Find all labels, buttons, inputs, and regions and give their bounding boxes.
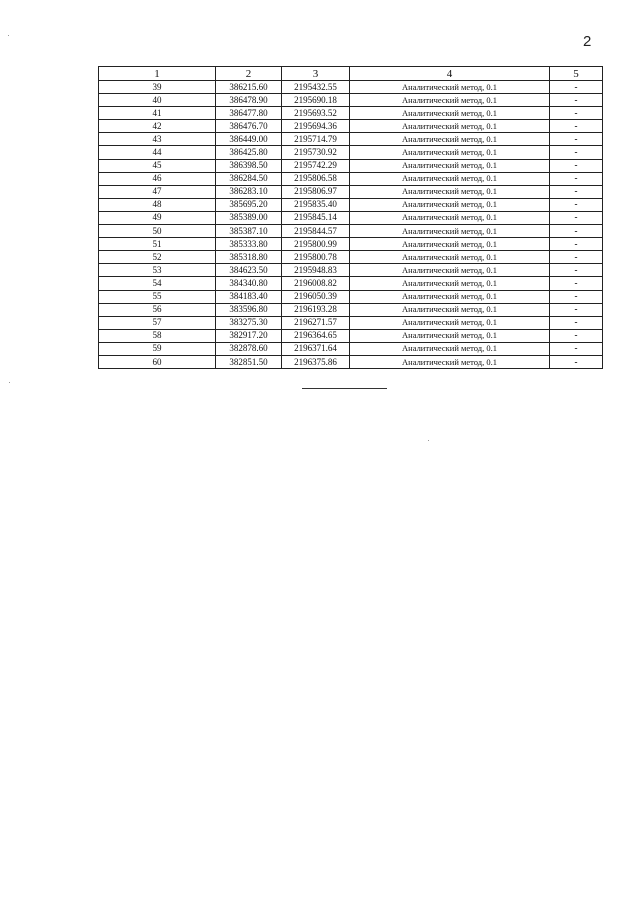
table-row [99, 238, 603, 251]
table-row [99, 290, 603, 303]
table-row [99, 159, 603, 172]
table-row [99, 94, 603, 107]
y-coordinate-cell: 2195432.55 [282, 81, 350, 94]
note-cell: - [550, 159, 603, 172]
y-coordinate-cell: 2195806.97 [282, 185, 350, 198]
y-coordinate-cell: 2196050.39 [282, 290, 350, 303]
x-coordinate-cell: 382851.50 [216, 355, 282, 368]
scan-speck [428, 440, 429, 441]
page-number: 2 [583, 33, 592, 50]
scan-speck [9, 382, 10, 383]
x-coordinate-cell: 385695.20 [216, 198, 282, 211]
method-cell: Аналитический метод, 0.1 [350, 238, 550, 251]
method-cell: Аналитический метод, 0.1 [350, 81, 550, 94]
method-cell: Аналитический метод, 0.1 [350, 198, 550, 211]
point-number-cell: 54 [99, 277, 216, 290]
x-coordinate-cell: 385333.80 [216, 238, 282, 251]
y-coordinate-cell: 2196008.82 [282, 277, 350, 290]
y-coordinate-cell: 2195835.40 [282, 198, 350, 211]
column-header-1: 1 [99, 67, 216, 81]
point-number-cell: 46 [99, 172, 216, 185]
note-cell: - [550, 81, 603, 94]
table-body [99, 81, 603, 369]
y-coordinate-cell: 2195845.14 [282, 211, 350, 224]
x-coordinate-cell: 385318.80 [216, 251, 282, 264]
note-cell: - [550, 329, 603, 342]
x-coordinate-cell: 382917.20 [216, 329, 282, 342]
note-cell: - [550, 146, 603, 159]
column-header-3: 3 [282, 67, 350, 81]
table-row [99, 264, 603, 277]
point-number-cell: 40 [99, 94, 216, 107]
point-number-cell: 45 [99, 159, 216, 172]
table-row [99, 198, 603, 211]
note-cell: - [550, 238, 603, 251]
note-cell: - [550, 107, 603, 120]
method-cell: Аналитический метод, 0.1 [350, 211, 550, 224]
y-coordinate-cell: 2195694.36 [282, 120, 350, 133]
x-coordinate-cell: 386398.50 [216, 159, 282, 172]
method-cell: Аналитический метод, 0.1 [350, 329, 550, 342]
note-cell: - [550, 94, 603, 107]
method-cell: Аналитический метод, 0.1 [350, 355, 550, 368]
table-row [99, 329, 603, 342]
note-cell: - [550, 303, 603, 316]
y-coordinate-cell: 2195730.92 [282, 146, 350, 159]
y-coordinate-cell: 2195800.99 [282, 238, 350, 251]
x-coordinate-cell: 383275.30 [216, 316, 282, 329]
y-coordinate-cell: 2195714.79 [282, 133, 350, 146]
x-coordinate-cell: 386283.10 [216, 185, 282, 198]
x-coordinate-cell: 384340.80 [216, 277, 282, 290]
y-coordinate-cell: 2195844.57 [282, 225, 350, 238]
method-cell: Аналитический метод, 0.1 [350, 172, 550, 185]
column-header-5: 5 [550, 67, 603, 81]
point-number-cell: 44 [99, 146, 216, 159]
column-header-4: 4 [350, 67, 550, 81]
table-row [99, 355, 603, 368]
table-row [99, 133, 603, 146]
y-coordinate-cell: 2195948.83 [282, 264, 350, 277]
x-coordinate-cell: 386478.90 [216, 94, 282, 107]
x-coordinate-cell: 383596.80 [216, 303, 282, 316]
end-of-document-line [302, 388, 387, 389]
point-number-cell: 56 [99, 303, 216, 316]
x-coordinate-cell: 385389.00 [216, 211, 282, 224]
coordinates-table [98, 66, 603, 369]
method-cell: Аналитический метод, 0.1 [350, 316, 550, 329]
note-cell: - [550, 225, 603, 238]
table-row [99, 81, 603, 94]
y-coordinate-cell: 2196271.57 [282, 316, 350, 329]
y-coordinate-cell: 2195742.29 [282, 159, 350, 172]
column-header-2: 2 [216, 67, 282, 81]
note-cell: - [550, 185, 603, 198]
y-coordinate-cell: 2196371.64 [282, 342, 350, 355]
point-number-cell: 57 [99, 316, 216, 329]
method-cell: Аналитический метод, 0.1 [350, 290, 550, 303]
x-coordinate-cell: 382878.60 [216, 342, 282, 355]
note-cell: - [550, 251, 603, 264]
y-coordinate-cell: 2195800.78 [282, 251, 350, 264]
point-number-cell: 41 [99, 107, 216, 120]
x-coordinate-cell: 385387.10 [216, 225, 282, 238]
table-row [99, 172, 603, 185]
point-number-cell: 42 [99, 120, 216, 133]
point-number-cell: 55 [99, 290, 216, 303]
method-cell: Аналитический метод, 0.1 [350, 277, 550, 290]
note-cell: - [550, 342, 603, 355]
table-row [99, 120, 603, 133]
point-number-cell: 59 [99, 342, 216, 355]
method-cell: Аналитический метод, 0.1 [350, 107, 550, 120]
method-cell: Аналитический метод, 0.1 [350, 303, 550, 316]
table-row [99, 225, 603, 238]
point-number-cell: 48 [99, 198, 216, 211]
y-coordinate-cell: 2196375.86 [282, 355, 350, 368]
table-row [99, 277, 603, 290]
point-number-cell: 52 [99, 251, 216, 264]
method-cell: Аналитический метод, 0.1 [350, 159, 550, 172]
note-cell: - [550, 172, 603, 185]
point-number-cell: 39 [99, 81, 216, 94]
method-cell: Аналитический метод, 0.1 [350, 146, 550, 159]
point-number-cell: 47 [99, 185, 216, 198]
note-cell: - [550, 264, 603, 277]
point-number-cell: 49 [99, 211, 216, 224]
note-cell: - [550, 316, 603, 329]
x-coordinate-cell: 386449.00 [216, 133, 282, 146]
note-cell: - [550, 355, 603, 368]
x-coordinate-cell: 384183.40 [216, 290, 282, 303]
note-cell: - [550, 277, 603, 290]
x-coordinate-cell: 386476.70 [216, 120, 282, 133]
method-cell: Аналитический метод, 0.1 [350, 94, 550, 107]
point-number-cell: 58 [99, 329, 216, 342]
table-row [99, 185, 603, 198]
x-coordinate-cell: 384623.50 [216, 264, 282, 277]
method-cell: Аналитический метод, 0.1 [350, 133, 550, 146]
x-coordinate-cell: 386284.50 [216, 172, 282, 185]
point-number-cell: 53 [99, 264, 216, 277]
point-number-cell: 60 [99, 355, 216, 368]
table-row [99, 316, 603, 329]
method-cell: Аналитический метод, 0.1 [350, 251, 550, 264]
y-coordinate-cell: 2195806.58 [282, 172, 350, 185]
point-number-cell: 51 [99, 238, 216, 251]
method-cell: Аналитический метод, 0.1 [350, 185, 550, 198]
x-coordinate-cell: 386215.60 [216, 81, 282, 94]
point-number-cell: 43 [99, 133, 216, 146]
table-row [99, 342, 603, 355]
method-cell: Аналитический метод, 0.1 [350, 120, 550, 133]
table-row [99, 303, 603, 316]
note-cell: - [550, 198, 603, 211]
table-header-row [99, 67, 603, 81]
method-cell: Аналитический метод, 0.1 [350, 342, 550, 355]
note-cell: - [550, 290, 603, 303]
y-coordinate-cell: 2196364.65 [282, 329, 350, 342]
y-coordinate-cell: 2196193.28 [282, 303, 350, 316]
method-cell: Аналитический метод, 0.1 [350, 264, 550, 277]
table-row [99, 211, 603, 224]
note-cell: - [550, 133, 603, 146]
point-number-cell: 50 [99, 225, 216, 238]
scan-speck [8, 35, 9, 36]
table-row [99, 146, 603, 159]
y-coordinate-cell: 2195690.18 [282, 94, 350, 107]
x-coordinate-cell: 386477.80 [216, 107, 282, 120]
y-coordinate-cell: 2195693.52 [282, 107, 350, 120]
method-cell: Аналитический метод, 0.1 [350, 225, 550, 238]
note-cell: - [550, 120, 603, 133]
table-row [99, 107, 603, 120]
note-cell: - [550, 211, 603, 224]
x-coordinate-cell: 386425.80 [216, 146, 282, 159]
table-row [99, 251, 603, 264]
